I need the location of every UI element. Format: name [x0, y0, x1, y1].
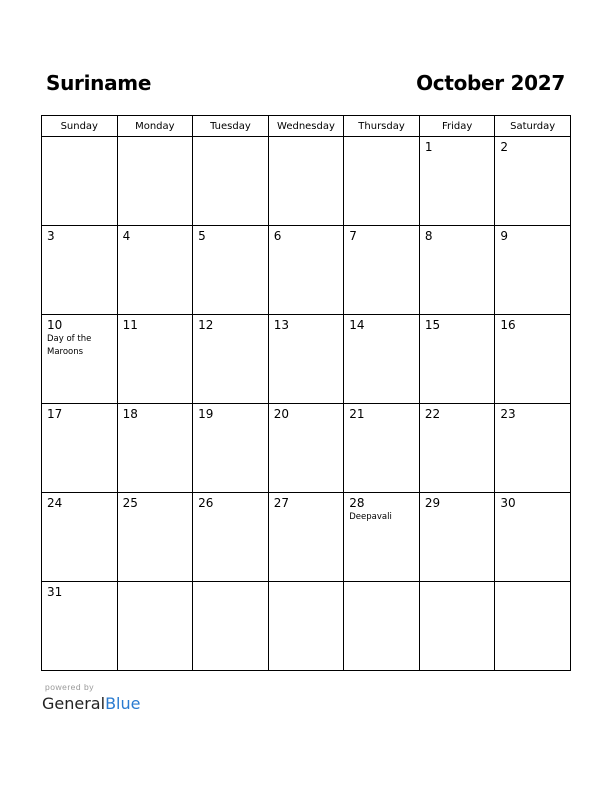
week-row [42, 226, 571, 315]
day-number: 18 [122, 407, 138, 421]
day-number: 13 [273, 318, 289, 332]
day-cell [268, 493, 344, 582]
day-number: 28 [349, 496, 365, 510]
calendar-grid [41, 115, 571, 671]
day-number: 24 [47, 496, 63, 510]
holiday-event: Deepavali [349, 512, 392, 522]
day-number: 29 [424, 496, 441, 510]
day-cell [344, 137, 420, 226]
day-cell [193, 226, 269, 315]
day-number: 27 [273, 496, 289, 510]
day-number: 14 [349, 318, 365, 332]
day-cell [268, 226, 344, 315]
week-row [42, 315, 571, 404]
day-number: 3 [47, 229, 55, 243]
day-cell [419, 404, 495, 493]
day-cell [419, 226, 495, 315]
weekday-saturday: Saturday [495, 116, 571, 137]
day-number: 22 [424, 407, 441, 421]
day-number: 10 [47, 318, 63, 332]
day-cell [268, 315, 344, 404]
generalblue-logo[interactable] [42, 694, 140, 713]
day-number: 7 [349, 229, 357, 243]
day-cell [193, 404, 269, 493]
month-year-title: October 2027 [416, 71, 565, 95]
day-cell [419, 137, 495, 226]
day-cell [268, 404, 344, 493]
day-cell [117, 582, 193, 671]
brand-blue: Blue [105, 694, 141, 713]
day-cell [117, 226, 193, 315]
day-number: 1 [424, 140, 433, 154]
day-number: 23 [500, 407, 516, 421]
week-row [42, 493, 571, 582]
week-row [42, 582, 571, 671]
day-cell [117, 137, 193, 226]
day-cell [193, 582, 269, 671]
day-cell [117, 315, 193, 404]
day-cell [495, 493, 571, 582]
weekday-sunday: Sunday [42, 116, 118, 137]
day-cell [42, 404, 118, 493]
day-cell [419, 493, 495, 582]
day-cell [193, 315, 269, 404]
day-cell [495, 137, 571, 226]
day-cell [344, 226, 420, 315]
day-number: 17 [47, 407, 63, 421]
country-title: Suriname [46, 71, 152, 95]
holiday-event: Day of the Maroons [47, 334, 92, 357]
brand-general: General [42, 694, 106, 713]
day-number: 2 [500, 140, 509, 154]
day-cell [117, 493, 193, 582]
day-cell [268, 582, 344, 671]
day-number: 9 [500, 229, 509, 243]
day-cell [495, 404, 571, 493]
day-number: 11 [122, 318, 138, 332]
weekday-thursday: Thursday [344, 116, 420, 137]
day-number: 15 [424, 318, 441, 332]
day-cell [117, 404, 193, 493]
day-cell [419, 582, 495, 671]
day-number: 6 [273, 229, 282, 243]
day-cell [495, 582, 571, 671]
weekday-tuesday: Tuesday [193, 116, 269, 137]
day-cell [419, 315, 495, 404]
weekday-friday: Friday [419, 116, 495, 137]
day-cell [42, 493, 118, 582]
day-number: 20 [273, 407, 289, 421]
week-row [42, 137, 571, 226]
day-number: 26 [198, 496, 214, 510]
day-cell [193, 493, 269, 582]
day-number: 4 [122, 229, 131, 243]
day-number: 12 [198, 318, 214, 332]
day-number: 5 [198, 229, 206, 243]
day-number: 8 [424, 229, 433, 243]
weekday-wednesday: Wednesday [268, 116, 344, 137]
day-cell [42, 315, 118, 404]
day-cell [268, 137, 344, 226]
day-number: 30 [500, 496, 516, 510]
powered-by-text: powered by [45, 682, 94, 692]
day-cell [193, 137, 269, 226]
day-cell [344, 493, 420, 582]
day-cell [344, 404, 420, 493]
day-number: 31 [47, 585, 63, 599]
week-row [42, 404, 571, 493]
day-cell [495, 226, 571, 315]
day-cell [495, 315, 571, 404]
day-number: 16 [500, 318, 516, 332]
day-cell [344, 582, 420, 671]
day-cell [42, 582, 118, 671]
day-cell [42, 137, 118, 226]
day-cell [42, 226, 118, 315]
day-number: 25 [122, 496, 138, 510]
weekday-header-row [42, 116, 571, 137]
day-number: 19 [198, 407, 214, 421]
weekday-monday: Monday [117, 116, 193, 137]
day-cell [344, 315, 420, 404]
day-number: 21 [349, 407, 365, 421]
